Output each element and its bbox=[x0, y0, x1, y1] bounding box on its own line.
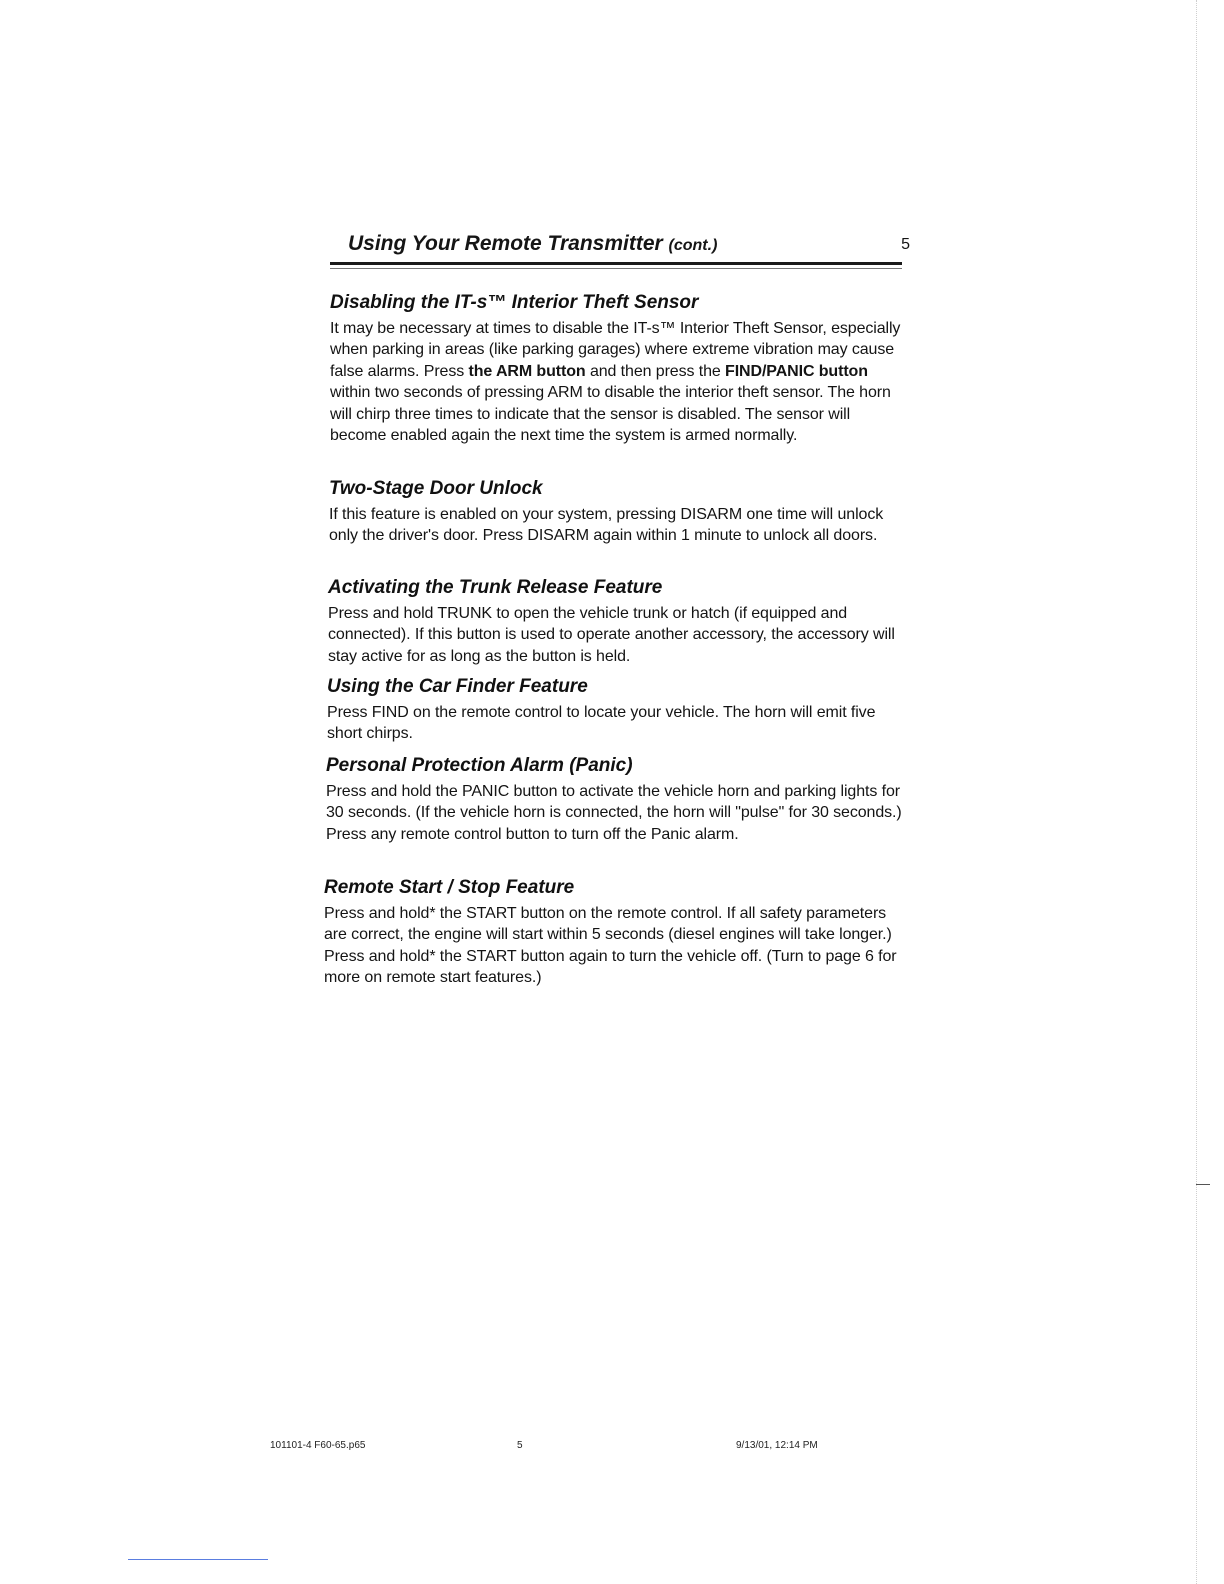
section-body: Press FIND on the remote control to locate your vehicle. The horn will emit five short chirps. bbox=[327, 704, 876, 743]
section-heading: Remote Start / Stop Feature bbox=[324, 877, 575, 898]
page-title-suffix: (cont.) bbox=[668, 237, 718, 254]
arm-button-text: the ARM button bbox=[468, 362, 586, 380]
header-rule-thick bbox=[330, 262, 902, 265]
section-heading: Personal Protection Alarm (Panic) bbox=[326, 755, 633, 776]
section-body: Press and hold* the START button on the remote control. If all safety parameters are correct, the engine will start within 5 seconds (diesel engines will take longer.) Press and hold* the START button again to turn the vehicle off. (Turn to page 6 for more on remote start features.) bbox=[324, 905, 897, 987]
body-text-2: and then press the bbox=[585, 362, 726, 380]
footer-timestamp: 9/13/01, 12:14 PM bbox=[736, 1440, 818, 1451]
section-disabling-sensor bbox=[330, 292, 910, 446]
header-rule-thin bbox=[330, 268, 902, 269]
body-text-3: within two seconds of pressing ARM to disable the interior theft sensor. The horn will chirp three times to indicate that the sensor is disabled. The sensor will become enabled again the next time the system is armed normally. bbox=[330, 384, 891, 445]
section-body: If this feature is enabled on your system, pressing DISARM one time will unlock only the driver's door. Press DISARM again within 1 minute to unlock all doors. bbox=[329, 506, 884, 545]
page-title bbox=[348, 232, 717, 256]
body-text-1: It may be necessary at times to disable the IT-s™ Interior Theft Sensor, especially when parking in areas (like parking garages) where extreme vibration may cause false alarms. Press bbox=[330, 320, 901, 380]
find-panic-button-text: FIND/PANIC button bbox=[725, 362, 868, 380]
section-body: Press and hold TRUNK to open the vehicle trunk or hatch (if equipped and connected). If this button is used to operate another accessory, the accessory will stay active for as long as the button is held. bbox=[328, 605, 895, 665]
section-trunk-release bbox=[328, 577, 908, 667]
section-body: Press and hold the PANIC button to activate the vehicle horn and parking lights for 30 seconds. (If the vehicle horn is connected, the horn will "pulse" for 30 seconds.) Press any remote control button to turn off the Panic alarm. bbox=[326, 783, 902, 843]
section-two-stage-unlock bbox=[329, 478, 909, 547]
section-heading: Two-Stage Door Unlock bbox=[329, 478, 543, 499]
scan-edge-line bbox=[1196, 0, 1198, 1584]
section-remote-start bbox=[324, 877, 904, 989]
bottom-edge-line bbox=[128, 1559, 268, 1560]
section-heading: Activating the Trunk Release Feature bbox=[328, 577, 663, 598]
section-heading: Using the Car Finder Feature bbox=[327, 676, 588, 697]
crop-mark bbox=[1196, 1184, 1210, 1185]
footer-page-number: 5 bbox=[517, 1440, 523, 1451]
section-heading: Disabling the IT-s™ Interior Theft Sensor bbox=[330, 292, 699, 313]
footer-filename: 101101-4 F60-65.p65 bbox=[270, 1440, 366, 1451]
section-body bbox=[330, 318, 910, 446]
section-car-finder bbox=[327, 676, 907, 745]
header-page-number: 5 bbox=[901, 236, 910, 253]
page-title-text: Using Your Remote Transmitter bbox=[348, 232, 663, 255]
section-panic-alarm bbox=[326, 755, 906, 845]
